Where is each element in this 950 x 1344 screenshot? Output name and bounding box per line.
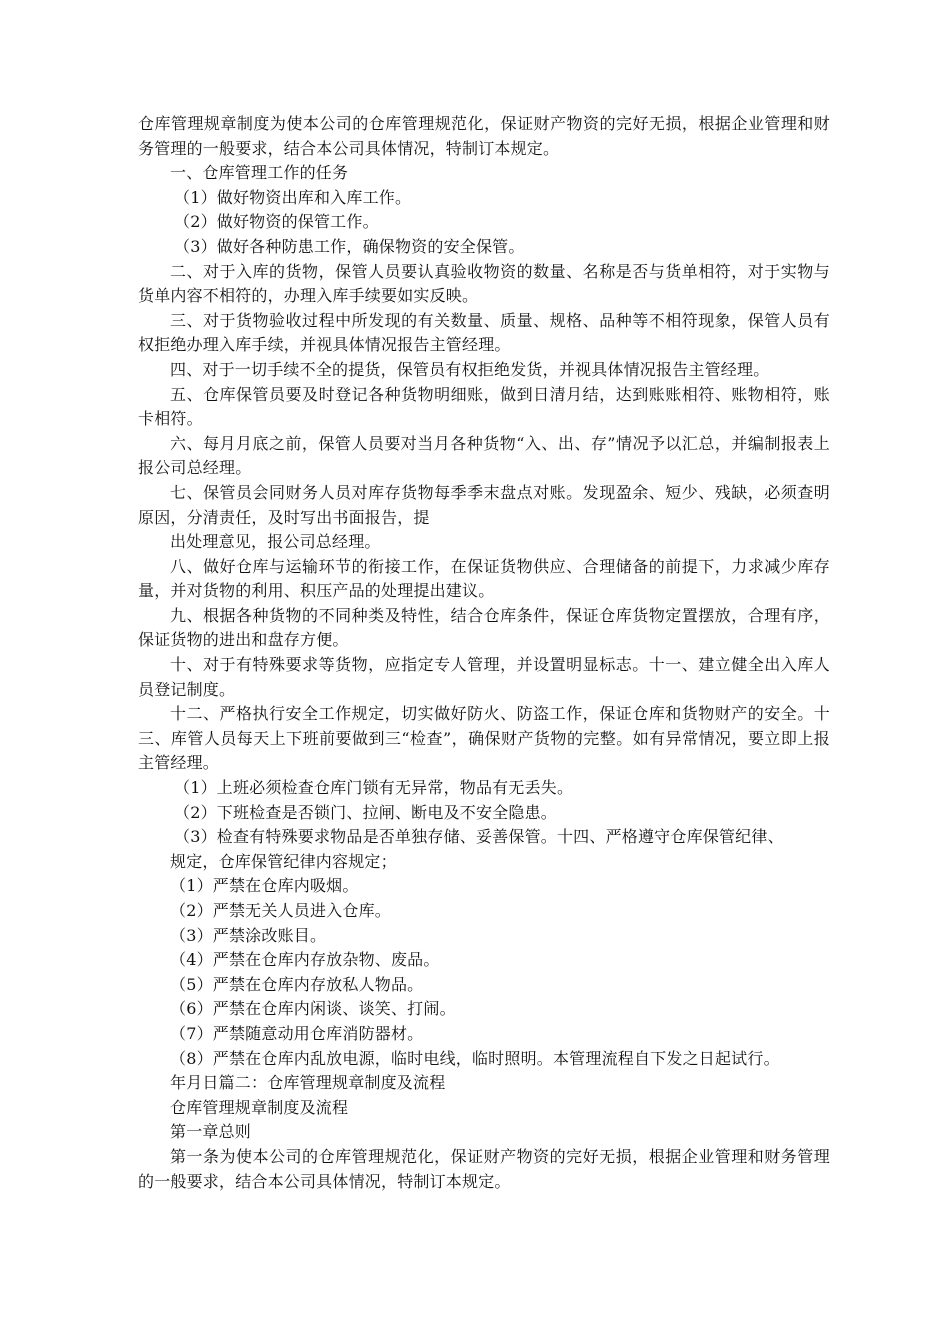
document-body [138,112,830,1194]
intro-paragraph: 仓库管理规章制度为使本公司的仓库管理规范化，保证财产物资的完好无损，根据企业管理和财务管理的一般要求，结合本公司具体情况，特制订本规定。 [138,114,830,158]
list-item: （1）做好物资出库和入库工作。 [174,187,412,207]
section-heading-1: 一、仓库管理工作的任务 [170,163,349,183]
list-item: （1）上班必须检查仓库门锁有无异常，物品有无丢失。 [174,778,574,798]
clause-paragraph: 十二、严格执行安全工作规定，切实做好防火、防盗工作，保证仓库和货物财产的安全。十三、库管人员每天上下班前要做到三“检查”，确保财产货物的完整。如有异常情况，要立即上报主管经理。 [138,704,830,773]
clause-paragraph: 三、对于货物验收过程中所发现的有关数量、质量、规格、品种等不相符现象，保管人员有权拒绝办理入库手续，并视具体情况报告主管经理。 [138,310,830,355]
list-item: （1）严禁在仓库内吸烟。 [170,876,359,896]
list-item: （7）严禁随意动用仓库消防器材。 [170,1023,424,1043]
clause-paragraph: 六、每月月底之前，保管人员要对当月各种货物“入、出、存”情况予以汇总，并编制报表上报公司总经理。 [138,433,830,478]
clause-paragraph: 七、保管员会同财务人员对库存货物每季季末盘点对账。发现盈余、短少、残缺，必须查明原因，分清责任，及时写出书面报告，提 [138,482,830,527]
list-item: （5）严禁在仓库内存放私人物品。 [170,974,424,994]
list-item: （2）下班检查是否锁门、拉闸、断电及不安全隐患。 [174,802,557,822]
article-paragraph: 第一条为使本公司的仓库管理规范化，保证财产物资的完好无损，根据企业管理和财务管理的一般要求，结合本公司具体情况，特制订本规定。 [138,1146,830,1191]
part-two-heading: 年月日篇二：仓库管理规章制度及流程 [170,1073,446,1093]
list-item: （2）严禁无关人员进入仓库。 [170,901,391,920]
clause-paragraph: 九、根据各种货物的不同种类及特性，结合仓库条件，保证仓库货物定置摆放，合理有序，保证货物的进出和盘存方便。 [138,605,830,650]
clause-paragraph: 出处理意见，报公司总经理。 [170,532,381,552]
clause-paragraph: 十、对于有特殊要求等货物，应指定专人管理，并设置明显标志。十一、建立健全出入库人员登记制度。 [138,655,830,699]
list-item: （4）严禁在仓库内存放杂物、废品。 [170,950,440,970]
clause-paragraph: 八、做好仓库与运输环节的衔接工作，在保证货物供应、合理储备的前提下，力求减少库存量，并对货物的利用、积压产品的处理提出建议。 [138,556,830,601]
list-item: （6）严禁在仓库内闲谈、谈笑、打闹。 [170,999,456,1019]
document-title: 仓库管理规章制度及流程 [170,1097,349,1117]
clause-paragraph: 四、对于一切手续不全的提货，保管员有权拒绝发货，并视具体情况报告主管经理。 [170,359,770,379]
clause-paragraph: 五、仓库保管员要及时登记各种货物明细账，做到日清月结，达到账账相符、账物相符，账卡相符。 [138,384,830,429]
list-item: （3）严禁涂改账目。 [170,925,327,945]
clause-paragraph: 二、对于入库的货物，保管人员要认真验收物资的数量、名称是否与货单相符，对于实物与货单内容不相符的，办理入库手续要如实反映。 [138,261,830,306]
list-item: （2）做好物资的保管工作。 [174,212,379,232]
list-item: （8）严禁在仓库内乱放电源，临时电线，临时照明。本管理流程自下发之日起试行。 [170,1048,780,1068]
list-item: （3）做好各种防患工作，确保物资的安全保管。 [174,236,525,256]
clause-paragraph: 规定，仓库保管纪律内容规定； [170,851,397,871]
chapter-heading: 第一章总则 [170,1122,252,1142]
list-item: （3）检查有特殊要求物品是否单独存储、妥善保管。十四、严格遵守仓库保管纪律、 [174,827,784,847]
